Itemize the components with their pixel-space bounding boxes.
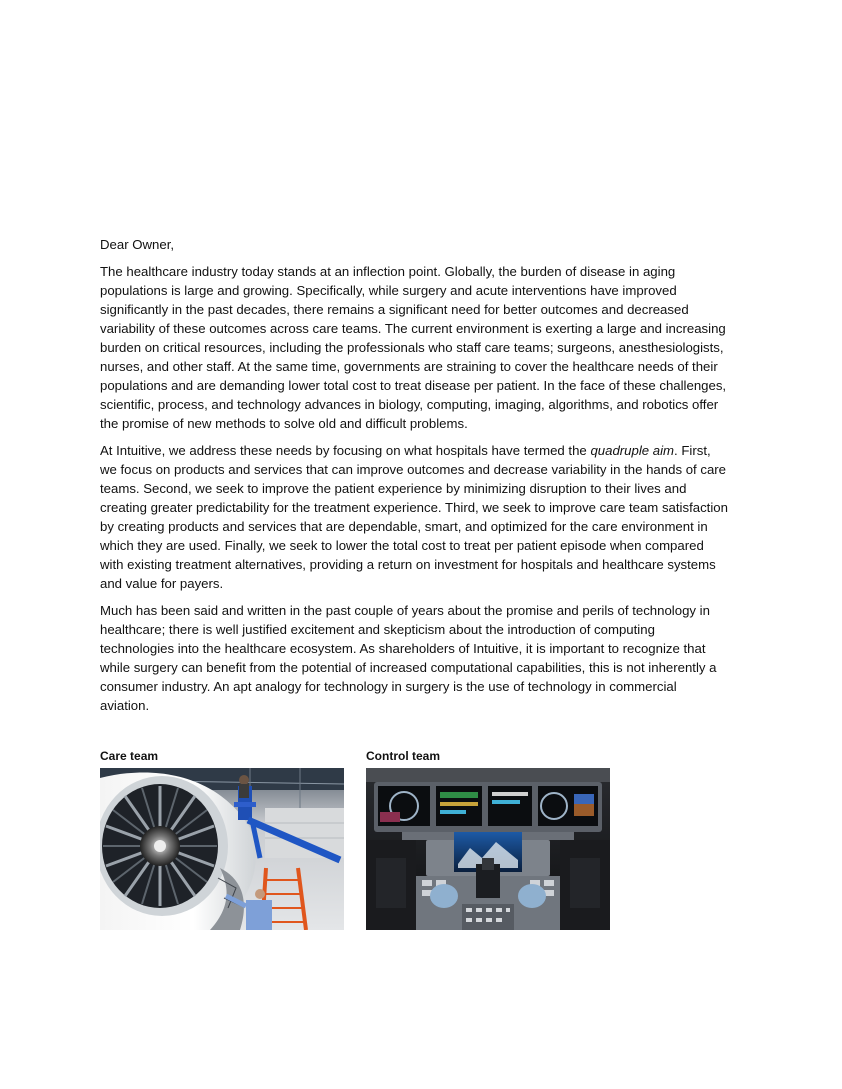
cockpit-photo [366,768,610,930]
figure-care-team [100,746,344,930]
figure-caption-care-team: Care team [100,749,159,763]
quadruple-aim-emphasis: quadruple aim [590,443,675,458]
letter-body [100,235,728,723]
paragraph-quadruple-aim [100,441,728,593]
salutation: Dear Owner, [100,237,175,252]
paragraph-quadruple-aim-start: At Intuitive, we address these needs by focusing on what hospitals have termed the [100,443,591,458]
paragraph-industry: The healthcare industry today stands at an inflection point. Globally, the burden of disease in aging populations is large and growing. Specifically, while surgery and acute interventions have improved significantly in the past decades, there remains a significant need for better outcomes and decreased variability of these outcomes across care teams. The current environment is exerting a large and increasing burden on critical resources, including the professionals who staff care teams; surgeons, anesthesiologists, nurses, and other staff. At the same time, governments are straining to cover the healthcare needs of their populations and are demanding lower total cost to treat disease per patient. In the face of these challenges, scientific, process, and technology advances in biology, computing, imaging, algorithms, and robotics offer the promise of new methods to solve old and difficult problems. [100,264,727,431]
figure-row [100,746,620,946]
paragraph-technology: Much has been said and written in the past couple of years about the promise and perils of technology in healthcare; there is well justified excitement and skepticism about the introduction of computing technologies into the healthcare ecosystem. As shareholders of Intuitive, it is important to recognize that while surgery can benefit from the potential of increased computational capabilities, this is not inherently a consumer industry. An apt analogy for technology in surgery is the use of technology in commercial aviation. [100,603,717,713]
figure-caption-control-team: Control team [366,749,441,763]
figure-control-team [366,746,610,930]
paragraph-quadruple-aim-rest: . First, we focus on products and services that can improve outcomes and decrease variability in the hands of care teams. Second, we seek to improve the patient experience by minimizing disruption to their lives and creating greater predictability for the treatment experience. Third, we seek to improve care team satisfaction by creating products and services that are dependable, smart, and optimized for the care environment in which they are used. Finally, we seek to lower the total cost to treat per patient episode when compared with existing treatment alternatives, providing a return on investment for hospitals and healthcare systems and value for payers. [100,443,728,591]
jet-engine-photo [100,768,344,930]
